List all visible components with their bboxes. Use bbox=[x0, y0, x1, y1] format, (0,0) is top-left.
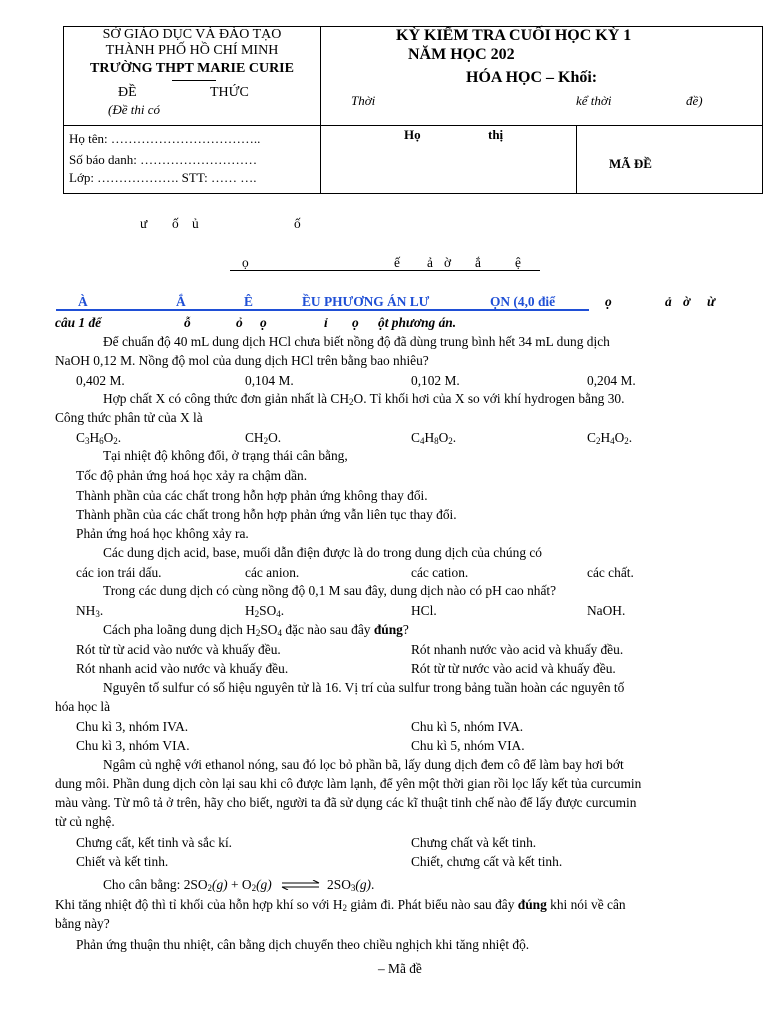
q1-option-d[interactable]: 0,204 M. bbox=[587, 373, 636, 388]
q7-option-d[interactable]: Chu kì 5, nhóm VIA. bbox=[411, 738, 525, 753]
q9-equilibrium: Cho cân bằng: $2SO_2(g) + O_2(g)$ $2SO_3(g)$. bbox=[103, 877, 375, 893]
footer-exam-code: – Mã đề bbox=[378, 961, 422, 976]
proctor-sign-b: thị bbox=[488, 127, 504, 142]
q6-option-c[interactable]: Rót nhanh acid vào nước và khuấy đều. bbox=[76, 661, 289, 676]
q3-option-a[interactable]: Tốc độ phản ứng hoá học xảy ra chậm dần. bbox=[76, 468, 308, 483]
q4-stem: Các dung dịch acid, base, muối dẫn điện được là do trong dung dịch của chúng có bbox=[103, 545, 543, 560]
school-name: TRƯỜNG THPT MARIE CURIE bbox=[90, 61, 294, 76]
time-c: đề) bbox=[686, 93, 703, 108]
section-frag: Ê bbox=[244, 294, 253, 309]
q8-stem-line4: từ củ nghệ. bbox=[55, 814, 115, 829]
proctor-sign-a: Họ bbox=[404, 127, 421, 142]
section-points: ỌN (4,0 điể bbox=[490, 294, 556, 309]
time-a: Thời bbox=[351, 93, 376, 108]
q5-option-d[interactable]: NaOH. bbox=[587, 603, 626, 618]
code-divider bbox=[576, 125, 577, 194]
student-id-field: Số báo danh: ……………………… bbox=[69, 152, 258, 167]
q7-option-b[interactable]: Chu kì 5, nhóm IVA. bbox=[411, 719, 524, 734]
instruction-a: câu 1 để bbox=[55, 315, 102, 330]
instruction-d: ọ bbox=[260, 315, 267, 330]
subject-grade: HÓA HỌC – Khối: bbox=[466, 69, 598, 86]
q7-option-c[interactable]: Chu kì 3, nhóm VIA. bbox=[76, 738, 190, 753]
instruction-b: ỗ bbox=[184, 315, 191, 330]
q3-stem: Tại nhiệt độ không đổi, ở trạng thái cân bằng, bbox=[103, 448, 348, 463]
fragment: ệ bbox=[515, 255, 521, 270]
q7-stem-line2: hóa học là bbox=[55, 699, 111, 714]
section-frag: ừ bbox=[707, 294, 716, 309]
q3-option-b[interactable]: Thành phần của các chất trong hỗn hợp phản ứng không thay đổi. bbox=[76, 488, 428, 503]
q6-stem: Cách pha loãng dung dịch $H_2SO_4$ đặc nào sau đây đúng? bbox=[103, 622, 409, 638]
section-underline bbox=[56, 309, 589, 311]
q1-option-c[interactable]: 0,102 M. bbox=[411, 373, 460, 388]
q2-stem-line2: Công thức phân tử của X là bbox=[55, 410, 203, 425]
fragment: ế bbox=[394, 255, 400, 270]
section-frag: Ắ bbox=[176, 294, 186, 309]
exam-title: KỲ KIỂM TRA CUỐI HỌC KỲ 1 bbox=[396, 27, 632, 44]
fragment: ố bbox=[294, 216, 301, 231]
fragment: ư bbox=[140, 216, 148, 231]
fragment: ờ bbox=[444, 255, 452, 270]
q2-option-c[interactable]: $C_4H_8O_2$. bbox=[411, 430, 457, 446]
header-divider-horizontal bbox=[63, 125, 763, 126]
q3-option-c[interactable]: Thành phần của các chất trong hỗn hợp phản ứng vẫn liên tục thay đổi. bbox=[76, 507, 457, 522]
instruction-g: ột phương án. bbox=[378, 315, 457, 330]
time-b: kể thời bbox=[576, 93, 612, 108]
q4-option-b[interactable]: các anion. bbox=[245, 565, 300, 580]
q8-option-d[interactable]: Chiết, chưng cất và kết tinh. bbox=[411, 854, 563, 869]
q8-option-b[interactable]: Chưng chất và kết tinh. bbox=[411, 835, 537, 850]
exam-official-b: THỨC bbox=[210, 85, 249, 100]
fragment: ố bbox=[172, 216, 179, 231]
q8-stem-line3: màu vàng. Từ mô tả ở trên, hãy cho biết, người ta đã sử dụng các kĩ thuật tinh chế nào để lấy được curcumin bbox=[55, 795, 637, 810]
exam-code-label: MÃ ĐỀ bbox=[609, 156, 652, 171]
instruction-c: ỏ bbox=[236, 315, 243, 330]
school-underline bbox=[172, 80, 216, 81]
q8-stem-line1: Ngâm củ nghệ với ethanol nóng, sau đó lọc bỏ phần bã, lấy dung dịch đem cô để làm bay hơi bớt bbox=[103, 757, 624, 772]
q9-stem-line2: bằng này? bbox=[55, 916, 110, 931]
instruction-e: ỉ bbox=[324, 315, 328, 330]
q6-option-a[interactable]: Rót từ từ acid vào nước và khuấy đều. bbox=[76, 642, 281, 657]
q1-stem-line2: NaOH 0,12 M. Nồng độ mol của dung dịch HCl trên bằng bao nhiêu? bbox=[55, 353, 429, 368]
q4-option-a[interactable]: các ion trái dấu. bbox=[76, 565, 162, 580]
q5-option-b[interactable]: $H_2SO_4$. bbox=[245, 603, 285, 619]
q2-stem-line1: Hợp chất X có công thức đơn giản nhất là $CH_2O$. Tỉ khối hơi của X so với khí hydrogen bằng 30. bbox=[103, 391, 625, 407]
section-frag: ờ bbox=[683, 294, 691, 309]
student-class-field: Lớp: ………………. STT: …… …. bbox=[69, 170, 257, 185]
fragment-underline bbox=[230, 270, 540, 271]
q1-stem-line1: Để chuẩn độ 40 mL dung dịch HCl chưa biết nồng độ đã dùng trung bình hết 34 mL dung dịch bbox=[103, 334, 610, 349]
q5-option-c[interactable]: HCl. bbox=[411, 603, 437, 618]
fragment: ắ bbox=[475, 255, 481, 270]
q4-option-d[interactable]: các chất. bbox=[587, 565, 634, 580]
fragment: ả bbox=[427, 255, 433, 270]
q7-option-a[interactable]: Chu kì 3, nhóm IVA. bbox=[76, 719, 189, 734]
city-line: THÀNH PHỐ HỒ CHÍ MINH bbox=[105, 43, 279, 58]
q2-option-d[interactable]: $C_2H_4O_2$. bbox=[587, 430, 633, 446]
section-heading-text: ỀU PHƯƠNG ÁN LƯ bbox=[302, 294, 430, 309]
q9-option-a[interactable]: Phản ứng thuận thu nhiệt, cân bằng dịch chuyển theo chiều nghịch khi tăng nhiệt độ. bbox=[76, 937, 530, 952]
q7-stem-line1: Nguyên tố sulfur có số hiệu nguyên tử là 16. Vị trí của sulfur trong bảng tuần hoàn các nguyên tố bbox=[103, 680, 625, 695]
section-frag: ọ bbox=[605, 294, 612, 309]
q9-stem-line1: Khi tăng nhiệt độ thì tỉ khối của hỗn hợp khí so với $H_2$ giảm đi. Phát biểu nào sau đây đúng khi nói về cân bbox=[55, 897, 626, 913]
q1-option-a[interactable]: 0,402 M. bbox=[76, 373, 125, 388]
q8-stem-line2: dung môi. Phần dung dịch còn lại sau khi cô được làm lạnh, để yên một thời gian rồi lọc lấy kết tủa curcumin bbox=[55, 776, 642, 791]
q6-option-d[interactable]: Rót từ từ nước vào acid và khuấy đều. bbox=[411, 661, 616, 676]
section-frag: À bbox=[78, 294, 88, 309]
student-name-field: Họ tên: …………………………….. bbox=[69, 131, 261, 146]
q2-option-a[interactable]: $C_3H_6O_2$. bbox=[76, 430, 122, 446]
q6-option-b[interactable]: Rót nhanh nước vào acid và khuấy đều. bbox=[411, 642, 624, 657]
school-year: NĂM HỌC 202 bbox=[408, 46, 515, 63]
exam-official-a: ĐỀ bbox=[118, 85, 137, 100]
equilibrium-arrow-icon bbox=[281, 879, 321, 893]
q2-option-b[interactable]: $CH_2O$. bbox=[245, 430, 282, 446]
fragment: ọ bbox=[242, 255, 249, 270]
q8-option-a[interactable]: Chưng cất, kết tinh và sắc kí. bbox=[76, 835, 233, 850]
header-divider-vertical bbox=[320, 26, 321, 194]
page-count-note: (Đề thi có bbox=[108, 102, 160, 117]
q1-option-b[interactable]: 0,104 M. bbox=[245, 373, 294, 388]
q3-option-d[interactable]: Phản ứng hoá học không xảy ra. bbox=[76, 526, 249, 541]
instruction-f: ọ bbox=[352, 315, 359, 330]
q5-option-a[interactable]: $NH_3$. bbox=[76, 603, 104, 619]
q5-stem: Trong các dung dịch có cùng nồng độ 0,1 M sau đây, dung dịch nào có pH cao nhất? bbox=[103, 583, 557, 598]
fragment: ủ bbox=[192, 216, 199, 231]
q8-option-c[interactable]: Chiết và kết tinh. bbox=[76, 854, 169, 869]
section-frag: ả bbox=[665, 294, 672, 309]
department-line: SỞ GIÁO DỤC VÀ ĐÀO TẠO bbox=[102, 27, 282, 42]
q4-option-c[interactable]: các cation. bbox=[411, 565, 469, 580]
